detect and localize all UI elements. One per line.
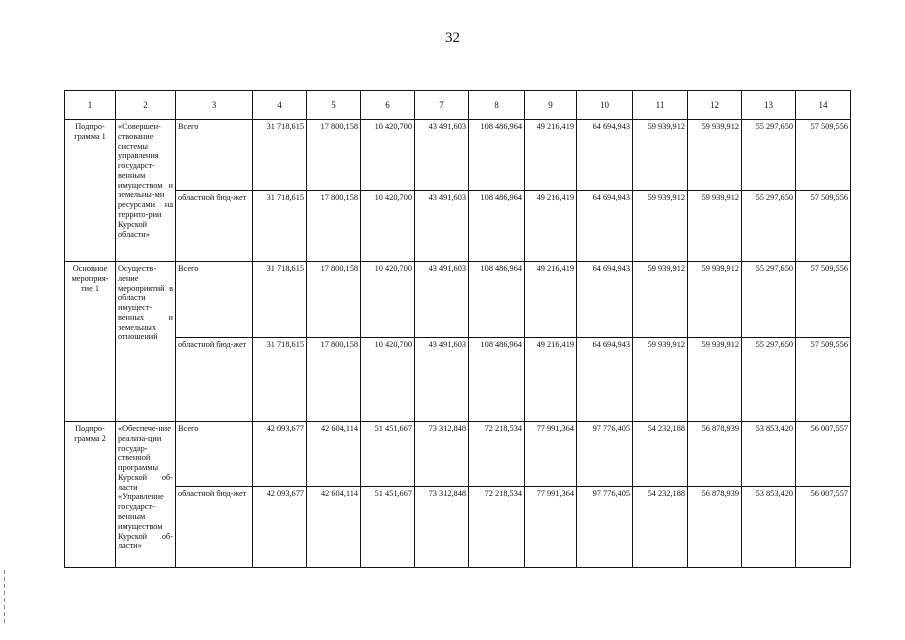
page-number: 32 — [445, 30, 460, 46]
value-cell: 73 312,848 — [415, 422, 469, 487]
table-row — [65, 120, 851, 191]
column-header: 3 — [176, 91, 253, 120]
program-label: Подпро-грамма 1 — [65, 120, 116, 262]
value-cell: 17 800,158 — [307, 120, 361, 191]
value-cell: 10 420,700 — [361, 338, 415, 422]
value-cell: 55 297,650 — [742, 120, 796, 191]
value-cell: 10 420,700 — [361, 262, 415, 338]
column-header: 13 — [742, 91, 796, 120]
value-cell: 31 718,615 — [253, 338, 307, 422]
value-cell: 97 776,405 — [577, 422, 633, 487]
value-cell: 10 420,700 — [361, 120, 415, 191]
value-cell: 10 420,700 — [361, 191, 415, 262]
value-cell: 57 509,556 — [796, 120, 851, 191]
value-cell: 59 939,912 — [633, 191, 688, 262]
value-cell: 59 939,912 — [688, 120, 742, 191]
value-cell: 64 694,943 — [577, 191, 633, 262]
column-header: 6 — [361, 91, 415, 120]
column-header: 7 — [415, 91, 469, 120]
value-cell: 53 853,420 — [742, 487, 796, 568]
column-header: 4 — [253, 91, 307, 120]
value-cell: 59 939,912 — [688, 191, 742, 262]
value-cell: 77 991,364 — [525, 487, 577, 568]
funding-source: Всего — [176, 120, 253, 191]
value-cell: 59 939,912 — [633, 338, 688, 422]
value-cell: 43 491,603 — [415, 120, 469, 191]
table-header-row — [65, 91, 851, 120]
value-cell: 55 297,650 — [742, 262, 796, 338]
value-cell: 73 312,848 — [415, 487, 469, 568]
value-cell: 55 297,650 — [742, 191, 796, 262]
column-header: 5 — [307, 91, 361, 120]
column-header: 11 — [633, 91, 688, 120]
program-name: «Обеспече-ние реализа-ции государ-ственной программы Курской об-ласти «Управление государст-венным имуществом Курской об-ласти» — [116, 422, 176, 568]
table-row — [65, 191, 851, 262]
value-cell: 108 486,964 — [469, 262, 525, 338]
column-header: 2 — [116, 91, 176, 120]
program-name: «Совершен-ствование системы управления государст-венным имуществом и земельны-ми ресурсами на террито-рии Курской области» — [116, 120, 176, 262]
value-cell: 108 486,964 — [469, 120, 525, 191]
value-cell: 54 232,188 — [633, 422, 688, 487]
value-cell: 56 878,939 — [688, 422, 742, 487]
value-cell: 31 718,615 — [253, 191, 307, 262]
value-cell: 64 694,943 — [577, 338, 633, 422]
value-cell: 43 491,603 — [415, 338, 469, 422]
value-cell: 77 991,364 — [525, 422, 577, 487]
value-cell: 56 007,557 — [796, 422, 851, 487]
column-header: 14 — [796, 91, 851, 120]
value-cell: 56 878,939 — [688, 487, 742, 568]
table-row — [65, 487, 851, 568]
program-label: Подпро-грамма 2 — [65, 422, 116, 568]
value-cell: 59 939,912 — [688, 338, 742, 422]
value-cell: 17 800,158 — [307, 262, 361, 338]
value-cell: 17 800,158 — [307, 338, 361, 422]
value-cell: 51 451,667 — [361, 487, 415, 568]
column-header: 12 — [688, 91, 742, 120]
value-cell: 59 939,912 — [633, 120, 688, 191]
value-cell: 49 216,419 — [525, 338, 577, 422]
funding-source: областной бюд-жет — [176, 338, 253, 422]
value-cell: 51 451,667 — [361, 422, 415, 487]
value-cell: 108 486,964 — [469, 338, 525, 422]
value-cell: 55 297,650 — [742, 338, 796, 422]
value-cell: 42 604,114 — [307, 487, 361, 568]
value-cell: 42 604,114 — [307, 422, 361, 487]
program-name: Осуществ-ление мероприятий в области имущест-венных и земельных отношений — [116, 262, 176, 422]
value-cell: 31 718,615 — [253, 262, 307, 338]
value-cell: 49 216,419 — [525, 262, 577, 338]
funding-source: областной бюд-жет — [176, 191, 253, 262]
value-cell: 72 218,534 — [469, 487, 525, 568]
value-cell: 49 216,419 — [525, 191, 577, 262]
value-cell: 72 218,534 — [469, 422, 525, 487]
value-cell: 108 486,964 — [469, 191, 525, 262]
value-cell: 49 216,419 — [525, 120, 577, 191]
column-header: 10 — [577, 91, 633, 120]
funding-source: областной бюд-жет — [176, 487, 253, 568]
value-cell: 42 093,677 — [253, 422, 307, 487]
funding-source: Всего — [176, 422, 253, 487]
scan-margin-marks — [3, 570, 7, 630]
value-cell: 64 694,943 — [577, 120, 633, 191]
table-row — [65, 422, 851, 487]
value-cell: 57 509,556 — [796, 262, 851, 338]
value-cell: 57 509,556 — [796, 191, 851, 262]
column-header: 9 — [525, 91, 577, 120]
table-row — [65, 262, 851, 338]
value-cell: 53 853,420 — [742, 422, 796, 487]
value-cell: 56 007,557 — [796, 487, 851, 568]
table-row — [65, 338, 851, 422]
value-cell: 64 694,943 — [577, 262, 633, 338]
value-cell: 43 491,603 — [415, 191, 469, 262]
column-header: 8 — [469, 91, 525, 120]
budget-table — [64, 90, 851, 568]
value-cell: 97 776,405 — [577, 487, 633, 568]
value-cell: 43 491,603 — [415, 262, 469, 338]
column-header: 1 — [65, 91, 116, 120]
value-cell: 59 939,912 — [633, 262, 688, 338]
value-cell: 42 093,677 — [253, 487, 307, 568]
value-cell: 57 509,556 — [796, 338, 851, 422]
value-cell: 54 232,188 — [633, 487, 688, 568]
value-cell: 17 800,158 — [307, 191, 361, 262]
program-label: Основное мероприя-тие 1 — [65, 262, 116, 422]
funding-source: Всего — [176, 262, 253, 338]
value-cell: 31 718,615 — [253, 120, 307, 191]
value-cell: 59 939,912 — [688, 262, 742, 338]
